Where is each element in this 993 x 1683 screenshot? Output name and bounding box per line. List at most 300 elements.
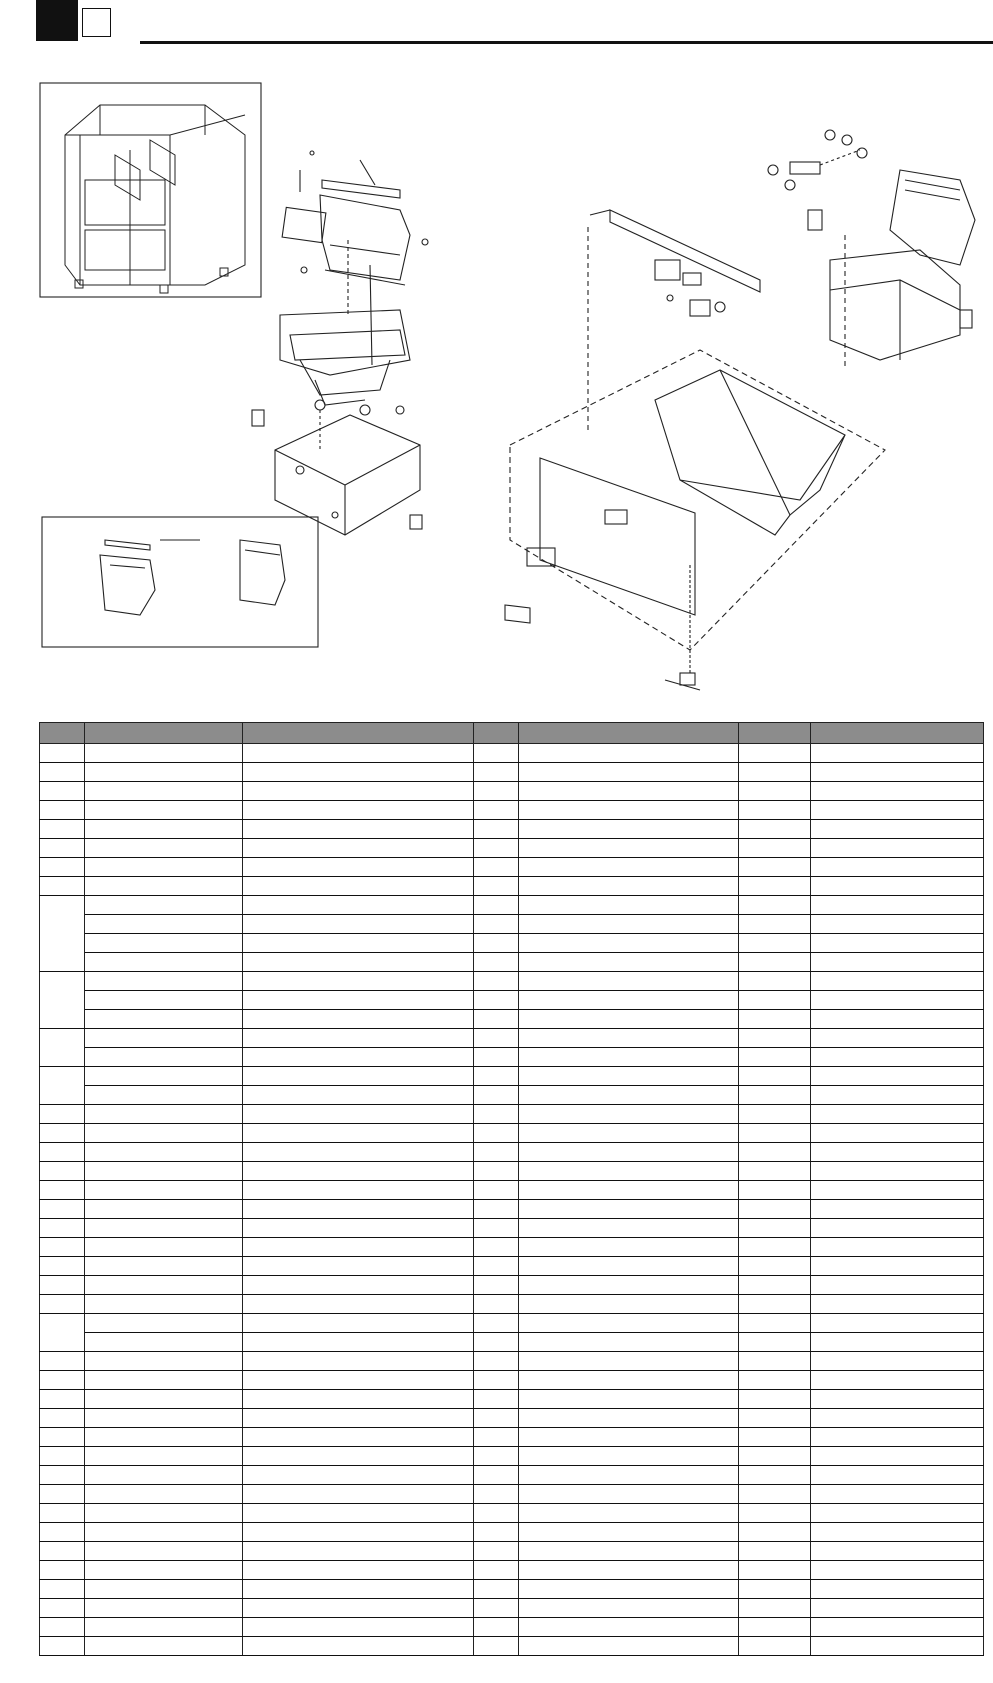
center-rail xyxy=(590,210,760,316)
table-cell xyxy=(739,1580,811,1599)
table-cell xyxy=(739,1618,811,1637)
table-row xyxy=(40,1143,984,1162)
table-cell xyxy=(519,801,739,820)
table-cell xyxy=(519,1485,739,1504)
table-cell xyxy=(474,953,519,972)
table-cell xyxy=(739,1295,811,1314)
table-cell xyxy=(519,1086,739,1105)
table-cell xyxy=(474,1257,519,1276)
table-cell xyxy=(40,1257,85,1276)
table-cell xyxy=(474,1409,519,1428)
table-cell xyxy=(474,1295,519,1314)
table-cell xyxy=(811,763,984,782)
table-cell xyxy=(85,1010,243,1029)
table-cell xyxy=(243,1542,474,1561)
table-cell xyxy=(811,782,984,801)
dashed-enclosure xyxy=(510,350,885,650)
table-cell xyxy=(811,839,984,858)
table-cell xyxy=(85,972,243,991)
table-cell xyxy=(811,801,984,820)
table-cell xyxy=(811,896,984,915)
table-cell xyxy=(811,1504,984,1523)
col-header-7 xyxy=(811,723,984,744)
table-cell xyxy=(811,1333,984,1352)
table-cell xyxy=(40,1029,85,1067)
table-cell xyxy=(40,1105,85,1124)
table-cell xyxy=(474,1390,519,1409)
table-row xyxy=(40,991,984,1010)
table-cell xyxy=(85,1276,243,1295)
table-cell xyxy=(474,1447,519,1466)
col-header-2 xyxy=(85,723,243,744)
table-cell xyxy=(739,991,811,1010)
table-cell xyxy=(519,820,739,839)
right-machine xyxy=(830,170,975,360)
table-cell xyxy=(519,1542,739,1561)
table-cell xyxy=(243,1561,474,1580)
table-cell xyxy=(243,801,474,820)
table-row xyxy=(40,1485,984,1504)
table-row xyxy=(40,1390,984,1409)
col-header-1 xyxy=(40,723,85,744)
table-cell xyxy=(519,1637,739,1656)
table-cell xyxy=(85,1409,243,1428)
table-cell xyxy=(811,1447,984,1466)
table-cell xyxy=(811,1428,984,1447)
table-cell xyxy=(474,1314,519,1333)
table-cell xyxy=(739,1504,811,1523)
table-cell xyxy=(40,1561,85,1580)
table-cell xyxy=(243,839,474,858)
table-cell xyxy=(811,820,984,839)
table-cell xyxy=(40,1428,85,1447)
table-cell xyxy=(243,763,474,782)
table-cell xyxy=(739,1599,811,1618)
table-cell xyxy=(243,1276,474,1295)
table-cell xyxy=(739,1637,811,1656)
table-cell xyxy=(739,1561,811,1580)
table-cell xyxy=(243,1371,474,1390)
table-row xyxy=(40,934,984,953)
table-cell xyxy=(739,896,811,915)
table-cell xyxy=(811,953,984,972)
table-cell xyxy=(811,1637,984,1656)
table-cell xyxy=(474,744,519,763)
table-cell xyxy=(474,1010,519,1029)
table-row xyxy=(40,1466,984,1485)
table-cell xyxy=(474,1086,519,1105)
table-cell xyxy=(85,1599,243,1618)
table-cell xyxy=(85,1105,243,1124)
table-cell xyxy=(243,953,474,972)
col-header-5 xyxy=(519,723,739,744)
table-cell xyxy=(243,991,474,1010)
table-row xyxy=(40,1010,984,1029)
table-cell xyxy=(85,896,243,915)
table-cell xyxy=(474,1162,519,1181)
table-cell xyxy=(40,839,85,858)
table-cell xyxy=(40,1485,85,1504)
table-cell xyxy=(85,1124,243,1143)
table-cell xyxy=(40,801,85,820)
table-row xyxy=(40,1504,984,1523)
table-cell xyxy=(474,1371,519,1390)
table-cell xyxy=(739,820,811,839)
variant-drawings xyxy=(100,540,285,615)
table-cell xyxy=(243,782,474,801)
overview-machine xyxy=(65,105,245,293)
table-cell xyxy=(243,1447,474,1466)
table-cell xyxy=(811,1029,984,1048)
table-cell xyxy=(243,1238,474,1257)
table-cell xyxy=(739,1238,811,1257)
table-cell xyxy=(85,763,243,782)
table-cell xyxy=(519,1048,739,1067)
table-cell xyxy=(739,1542,811,1561)
table-cell xyxy=(243,1390,474,1409)
table-cell xyxy=(40,1238,85,1257)
table-cell xyxy=(85,1181,243,1200)
table-cell xyxy=(474,1181,519,1200)
table-cell xyxy=(739,1523,811,1542)
table-cell xyxy=(519,1580,739,1599)
table-row xyxy=(40,801,984,820)
table-cell xyxy=(40,1504,85,1523)
table-cell xyxy=(519,915,739,934)
table-cell xyxy=(474,1029,519,1048)
table-cell xyxy=(40,1599,85,1618)
table-cell xyxy=(243,1466,474,1485)
table-cell xyxy=(243,1257,474,1276)
table-cell xyxy=(85,820,243,839)
table-row xyxy=(40,953,984,972)
table-cell xyxy=(811,1352,984,1371)
table-cell xyxy=(40,972,85,1029)
table-cell xyxy=(243,820,474,839)
table-cell xyxy=(85,1295,243,1314)
table-cell xyxy=(519,1466,739,1485)
table-row xyxy=(40,763,984,782)
table-cell xyxy=(519,858,739,877)
table-cell xyxy=(85,1238,243,1257)
table-cell xyxy=(85,1523,243,1542)
table-cell xyxy=(739,1333,811,1352)
table-row xyxy=(40,1029,984,1048)
table-cell xyxy=(85,877,243,896)
table-cell xyxy=(474,1352,519,1371)
table-row xyxy=(40,744,984,763)
table-cell xyxy=(474,1067,519,1086)
table-row xyxy=(40,1523,984,1542)
table-cell xyxy=(243,1086,474,1105)
table-cell xyxy=(40,1352,85,1371)
table-cell xyxy=(85,1561,243,1580)
table-cell xyxy=(519,1219,739,1238)
table-cell xyxy=(474,782,519,801)
col-header-3 xyxy=(243,723,474,744)
table-row xyxy=(40,1409,984,1428)
table-cell xyxy=(519,896,739,915)
table-cell xyxy=(474,801,519,820)
table-cell xyxy=(243,1105,474,1124)
table-cell xyxy=(243,1599,474,1618)
table-cell xyxy=(739,915,811,934)
table-row xyxy=(40,1257,984,1276)
table-cell xyxy=(739,1276,811,1295)
table-cell xyxy=(243,1200,474,1219)
table-cell xyxy=(811,1466,984,1485)
table-cell xyxy=(739,972,811,991)
table-cell xyxy=(85,1504,243,1523)
rear-panel xyxy=(505,458,695,623)
table-cell xyxy=(811,1143,984,1162)
table-cell xyxy=(739,1371,811,1390)
table-row xyxy=(40,858,984,877)
table-cell xyxy=(739,953,811,972)
table-cell xyxy=(811,877,984,896)
table-cell xyxy=(519,1295,739,1314)
table-cell xyxy=(474,1143,519,1162)
table-cell xyxy=(85,1466,243,1485)
table-cell xyxy=(243,1029,474,1048)
table-cell xyxy=(243,1637,474,1656)
table-cell xyxy=(811,1086,984,1105)
table-cell xyxy=(243,1048,474,1067)
table-cell xyxy=(40,1409,85,1428)
table-cell xyxy=(519,1276,739,1295)
table-cell xyxy=(85,1257,243,1276)
table-cell xyxy=(85,744,243,763)
table-cell xyxy=(739,1466,811,1485)
table-cell xyxy=(811,744,984,763)
table-cell xyxy=(85,858,243,877)
table-cell xyxy=(40,1143,85,1162)
table-row xyxy=(40,972,984,991)
table-row xyxy=(40,1580,984,1599)
table-cell xyxy=(811,1067,984,1086)
table-cell xyxy=(40,1637,85,1656)
table-cell xyxy=(519,1618,739,1637)
table-cell xyxy=(40,1542,85,1561)
table-cell xyxy=(519,877,739,896)
table-cell xyxy=(739,763,811,782)
table-cell xyxy=(811,934,984,953)
table-cell xyxy=(40,896,85,972)
table-cell xyxy=(40,1124,85,1143)
table-cell xyxy=(739,1257,811,1276)
table-row xyxy=(40,1352,984,1371)
overview-inset-frame xyxy=(40,83,261,297)
table-row xyxy=(40,1542,984,1561)
table-cell xyxy=(243,1010,474,1029)
table-cell xyxy=(739,1067,811,1086)
hopper xyxy=(655,370,845,535)
table-cell xyxy=(85,934,243,953)
table-cell xyxy=(85,1048,243,1067)
table-cell xyxy=(243,1618,474,1637)
table-cell xyxy=(85,1542,243,1561)
table-cell xyxy=(40,858,85,877)
table-cell xyxy=(519,763,739,782)
table-cell xyxy=(474,991,519,1010)
table-row xyxy=(40,1428,984,1447)
table-cell xyxy=(811,1257,984,1276)
table-cell xyxy=(519,1390,739,1409)
table-cell xyxy=(739,1219,811,1238)
table-cell xyxy=(474,763,519,782)
table-cell xyxy=(811,1238,984,1257)
table-cell xyxy=(739,744,811,763)
table-row xyxy=(40,1048,984,1067)
table-cell xyxy=(811,972,984,991)
table-row xyxy=(40,915,984,934)
table-cell xyxy=(243,1580,474,1599)
table-row xyxy=(40,1067,984,1086)
table-cell xyxy=(85,1219,243,1238)
parts-table-header xyxy=(40,723,984,744)
table-cell xyxy=(519,1352,739,1371)
table-cell xyxy=(739,1105,811,1124)
table-cell xyxy=(739,877,811,896)
table-cell xyxy=(474,1333,519,1352)
table-cell xyxy=(474,839,519,858)
table-cell xyxy=(811,991,984,1010)
table-cell xyxy=(40,1162,85,1181)
table-row xyxy=(40,1105,984,1124)
table-cell xyxy=(40,1523,85,1542)
table-cell xyxy=(474,1523,519,1542)
table-cell xyxy=(811,1485,984,1504)
table-cell xyxy=(474,1618,519,1637)
table-cell xyxy=(519,839,739,858)
table-cell xyxy=(811,858,984,877)
table-cell xyxy=(40,744,85,763)
table-cell xyxy=(474,1428,519,1447)
header-rule xyxy=(140,41,993,44)
table-cell xyxy=(519,782,739,801)
table-cell xyxy=(474,1599,519,1618)
table-cell xyxy=(739,1428,811,1447)
table-cell xyxy=(243,934,474,953)
table-cell xyxy=(811,1010,984,1029)
table-cell xyxy=(739,1181,811,1200)
table-cell xyxy=(474,934,519,953)
section-marker-box xyxy=(82,8,111,37)
table-cell xyxy=(40,1618,85,1637)
table-cell xyxy=(85,1428,243,1447)
table-cell xyxy=(243,1181,474,1200)
table-cell xyxy=(85,1200,243,1219)
table-row xyxy=(40,896,984,915)
table-row xyxy=(40,839,984,858)
table-cell xyxy=(739,1485,811,1504)
table-cell xyxy=(40,1390,85,1409)
table-cell xyxy=(519,1371,739,1390)
table-cell xyxy=(243,1352,474,1371)
table-cell xyxy=(519,1162,739,1181)
parts-table xyxy=(39,722,984,1656)
table-cell xyxy=(474,896,519,915)
section-marker-black xyxy=(36,0,78,41)
table-cell xyxy=(85,1162,243,1181)
table-cell xyxy=(243,1124,474,1143)
table-cell xyxy=(243,1333,474,1352)
table-cell xyxy=(519,1523,739,1542)
table-cell xyxy=(85,839,243,858)
table-row xyxy=(40,1314,984,1333)
table-row xyxy=(40,1637,984,1656)
table-cell xyxy=(474,1542,519,1561)
table-cell xyxy=(243,1295,474,1314)
table-row xyxy=(40,1200,984,1219)
table-cell xyxy=(40,763,85,782)
table-cell xyxy=(85,1333,243,1352)
table-cell xyxy=(739,934,811,953)
table-cell xyxy=(243,1162,474,1181)
table-cell xyxy=(40,782,85,801)
table-cell xyxy=(519,953,739,972)
lower-left-tray xyxy=(252,400,422,535)
table-cell xyxy=(739,1143,811,1162)
table-cell xyxy=(811,1105,984,1124)
table-cell xyxy=(739,1447,811,1466)
table-cell xyxy=(40,820,85,839)
table-cell xyxy=(739,1314,811,1333)
table-row xyxy=(40,1219,984,1238)
table-cell xyxy=(811,1561,984,1580)
table-cell xyxy=(85,953,243,972)
upper-left-assembly xyxy=(280,151,428,405)
table-cell xyxy=(85,1485,243,1504)
table-cell xyxy=(85,1580,243,1599)
variant-inset-frame xyxy=(42,517,318,647)
table-cell xyxy=(85,1314,243,1333)
table-row xyxy=(40,877,984,896)
table-cell xyxy=(811,1390,984,1409)
table-cell xyxy=(739,1200,811,1219)
table-cell xyxy=(40,1181,85,1200)
table-cell xyxy=(811,1181,984,1200)
table-cell xyxy=(739,1352,811,1371)
table-cell xyxy=(474,820,519,839)
table-row xyxy=(40,1561,984,1580)
table-cell xyxy=(811,1276,984,1295)
table-cell xyxy=(739,1124,811,1143)
table-cell xyxy=(40,1447,85,1466)
table-cell xyxy=(243,858,474,877)
exploded-parts-diagram xyxy=(0,60,993,700)
table-cell xyxy=(811,1371,984,1390)
table-cell xyxy=(474,1561,519,1580)
table-cell xyxy=(85,1086,243,1105)
table-cell xyxy=(40,1276,85,1295)
table-cell xyxy=(243,915,474,934)
table-cell xyxy=(811,915,984,934)
col-header-6 xyxy=(739,723,811,744)
table-cell xyxy=(243,1504,474,1523)
table-cell xyxy=(811,1542,984,1561)
table-cell xyxy=(519,1029,739,1048)
table-cell xyxy=(474,1238,519,1257)
table-row xyxy=(40,1333,984,1352)
table-cell xyxy=(739,1409,811,1428)
table-cell xyxy=(40,1067,85,1105)
table-cell xyxy=(811,1048,984,1067)
table-cell xyxy=(811,1523,984,1542)
table-cell xyxy=(739,782,811,801)
table-cell xyxy=(243,1143,474,1162)
col-header-4 xyxy=(474,723,519,744)
